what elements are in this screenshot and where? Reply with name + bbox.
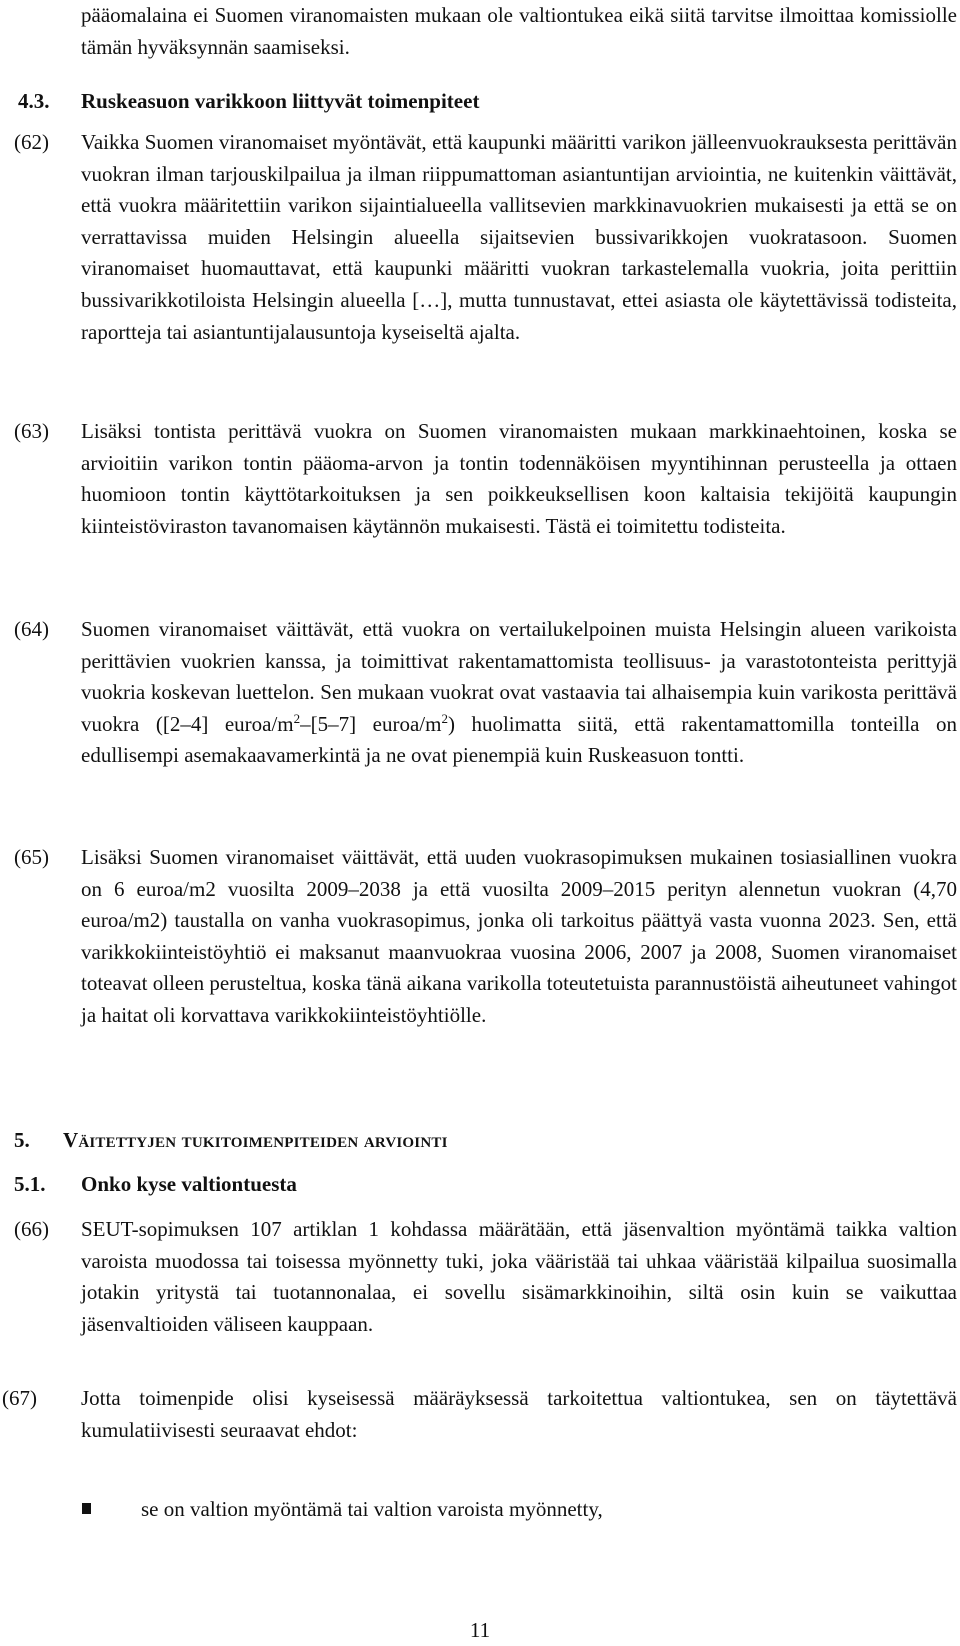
superscript-2: 2 [441, 710, 448, 726]
paragraph-65-text: Lisäksi Suomen viranomaiset väittävät, että uuden vuokrasopimuksen mukainen tosiasiallinen vuokra on 6 euroa/m2 vuosilta 2009–2038 ja että vuosilta 2009–2015 perityn alennetun vuokran (4,70 euroa/m2) taustalla on vanha vuokrasopimus, jonka oli tarkoitus päättyä vasta vuonna 2023. Sen, että varikkokiinteistöyhtiö ei maksanut maanvuokraa vuosina 2006, 2007 ja 2008, Suomen viranomaiset toteavat olleen perusteltua, koska tänä aikana varikolla toteutetuista parannustöistä aiheutuneet vahingot ja haitat oli korvattava varikkokiinteistöyhtiölle. [81, 845, 957, 1027]
section-5-title: Väitettyjen tukitoimenpiteiden arviointi [63, 1128, 448, 1152]
square-bullet-icon [82, 1503, 91, 1514]
paragraph-62-text: Vaikka Suomen viranomaiset myöntävät, että kaupunki määritti varikon jälleenvuokrauksesta perittävän vuokran ilman tarjouskilpailua ja ilman riippumattoman asiantuntijan arviointia, ne kuitenkin väittävät, että vuokra määritettiin varikon sijaintialueella vallitsevien markkinavuokrien mukaisesti ja että se on verrattavissa muiden Helsingin alueella sijaitsevien bussivarikkojen vuokratasoon. Suomen viranomaiset huomauttavat, että kaupunki määritti vuokran tarkastelemalla vuokria, joita perittiin bussivarikkotiloista Helsingin alueella […], mutta tunnustavat, ettei asiasta ole käytettävissä todisteita, raportteja tai asiantuntijalausuntoja kyseiseltä ajalta. [81, 130, 957, 344]
paragraph-67-number: (67) [2, 1386, 37, 1410]
paragraph-66-number: (66) [14, 1217, 49, 1241]
paragraph-64-text [81, 614, 957, 772]
intro-paragraph: pääomalaina ei Suomen viranomaisten mukaan ole valtiontukea eikä siitä tarvitse ilmoittaa komissiolle tämän hyväksynnän saamiseksi. [81, 3, 957, 59]
paragraph-63-number: (63) [14, 419, 49, 443]
paragraph-66-text: SEUT-sopimuksen 107 artiklan 1 kohdassa määrätään, että jäsenvaltion myöntämä taikka valtion varoista muodossa tai toisessa myönnetty tuki, joka vääristää tai uhkaa vääristää kilpailua suosimalla jotakin yritystä tai tuotannonalaa, ei sovellu sisämarkkinoihin, siltä osin kuin se vaikuttaa jäsenvaltioiden väliseen kauppaan. [81, 1217, 957, 1336]
paragraph-67-text: Jotta toimenpide olisi kyseisessä määräyksessä tarkoitettua valtiontukea, sen on täytettävä kumulatiivisesti seuraavat ehdot: [81, 1386, 957, 1442]
section-5-1-number: 5.1. [14, 1172, 46, 1196]
paragraph-64-text-c: ) huolimatta siitä, että rakentamattomilla tonteilla on edullisempi asemakaavamerkintä ja ne ovat pienempiä kuin Ruskeasuon tontti. [81, 711, 957, 768]
paragraph-63-text: Lisäksi tontista perittävä vuokra on Suomen viranomaisten mukaan markkinaehtoinen, koska se arvioitiin varikon tontin pääoma-arvon ja tontin todennäköisen myyntihinnan perusteella ja ottaen huomioon tontin käyttötarkoituksen ja sen poikkeuksellisen koon kaltaisia tekijöitä kaupungin kiinteistöviraston tavanomaisen käytännön mukaisesti. Tästä ei toimitettu todisteita. [81, 419, 957, 538]
bullet-item-1: se on valtion myöntämä tai valtion varoista myönnetty, [141, 1497, 603, 1521]
page-number: 11 [469, 1618, 491, 1642]
paragraph-65-number: (65) [14, 845, 49, 869]
paragraph-64-text-b: –[5–7] euroa/m [300, 711, 442, 736]
section-5-1-title: Onko kyse valtiontuesta [81, 1172, 297, 1196]
superscript-1: 2 [293, 710, 301, 726]
section-4-3-title: Ruskeasuon varikkoon liittyvät toimenpiteet [81, 89, 480, 113]
paragraph-64-text-a: Suomen viranomaiset väittävät, että vuokra on vertailukelpoinen muista Helsingin alueen varikoista perittävien vuokrien kanssa, ja toimittivat rakentamattomista teollisuus- ja varastotonteista perittyjä vuokria koskevan luettelon. Sen mukaan vuokrat ovat vastaavia tai alhaisempia kuin varikosta perittävä vuokra ([2–4] euroa/m [81, 617, 957, 736]
section-4-3-number: 4.3. [18, 89, 50, 113]
section-5-number: 5. [14, 1128, 30, 1152]
paragraph-62-number: (62) [14, 130, 49, 154]
paragraph-64-number: (64) [14, 617, 49, 641]
